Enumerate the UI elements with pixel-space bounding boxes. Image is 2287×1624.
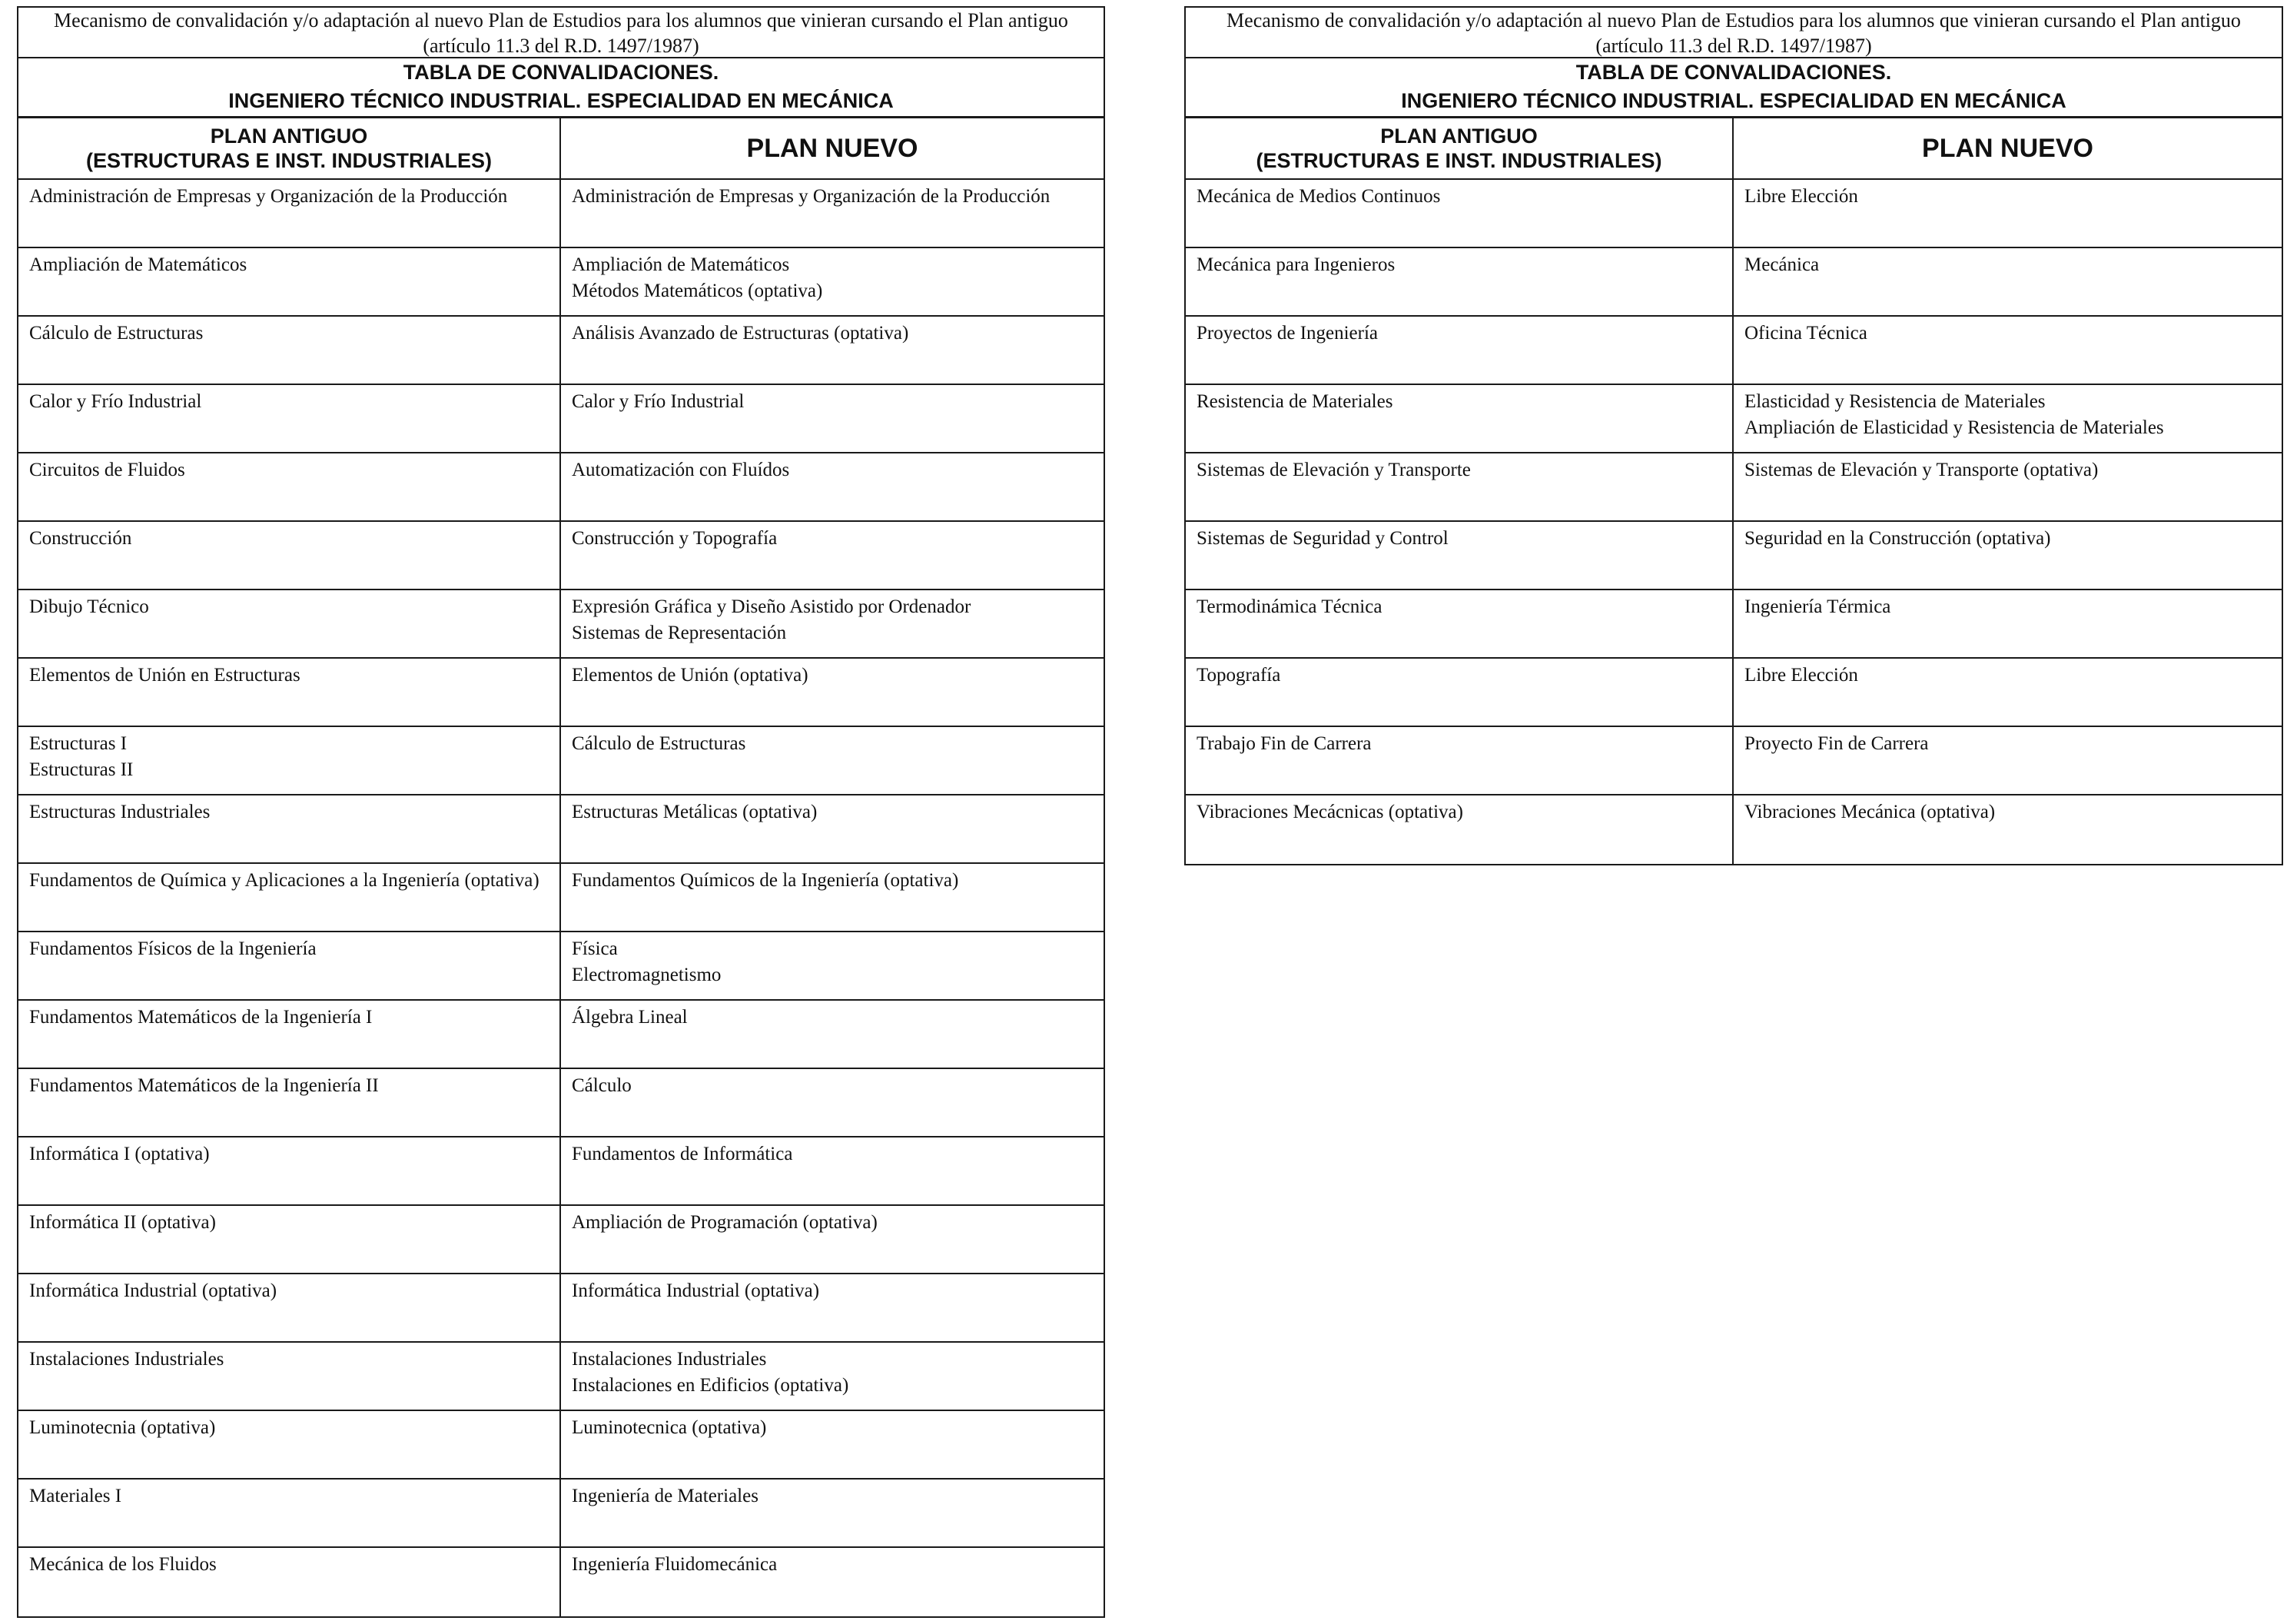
cell-plan-nuevo — [561, 932, 1104, 999]
cell-plan-antiguo — [1186, 180, 1734, 247]
cell-plan-nuevo — [561, 659, 1104, 726]
cell-plan-antiguo — [1186, 795, 1734, 864]
cell-plan-antiguo — [1186, 317, 1734, 384]
subject-name: Construcción y Topografía — [572, 528, 778, 549]
cell-plan-antiguo — [18, 659, 561, 726]
table-row — [18, 1343, 1104, 1411]
table-row — [18, 727, 1104, 795]
cell-plan-antiguo — [1186, 727, 1734, 794]
table-row — [18, 864, 1104, 932]
table-row — [1186, 385, 2282, 453]
subject-name: Luminotecnica (optativa) — [572, 1417, 767, 1438]
convalidation-table-left — [17, 6, 1105, 1618]
subject-name: Informática I (optativa) — [29, 1144, 210, 1164]
cell-plan-nuevo — [1734, 248, 2282, 315]
cell-plan-nuevo — [561, 1069, 1104, 1136]
table-row — [1186, 590, 2282, 659]
cell-plan-antiguo — [18, 180, 561, 247]
subject-name: Termodinámica Técnica — [1197, 596, 1382, 617]
cell-plan-antiguo — [1186, 453, 1734, 520]
table-title-line2: INGENIERO TÉCNICO INDUSTRIAL. ESPECIALIDAD EN MECÁNICA — [1401, 89, 2066, 112]
subject-name: Métodos Matemáticos (optativa) — [572, 281, 823, 301]
subject-name: Estructuras I — [29, 733, 128, 754]
table-row — [18, 1480, 1104, 1548]
subject-name: Ampliación de Matemáticos — [572, 254, 790, 275]
table-row — [18, 317, 1104, 385]
cell-plan-nuevo — [1734, 385, 2282, 452]
table-row — [18, 248, 1104, 317]
subject-name: Dibujo Técnico — [29, 596, 149, 617]
subject-name: Circuitos de Fluidos — [29, 460, 185, 480]
subject-name: Ampliación de Matemáticos — [29, 254, 247, 275]
header-old-line1: PLAN ANTIGUO — [210, 125, 368, 148]
cell-plan-nuevo — [561, 1137, 1104, 1204]
subject-name: Libre Elección — [1744, 665, 1858, 686]
subject-name: Instalaciones en Edificios (optativa) — [572, 1375, 849, 1396]
cell-plan-antiguo — [1186, 385, 1734, 452]
table-title-line1: TABLA DE CONVALIDACIONES. — [1575, 61, 1892, 84]
subject-name: Sistemas de Seguridad y Control — [1197, 528, 1449, 549]
subject-name: Informática Industrial (optativa) — [572, 1280, 820, 1301]
subject-name: Cálculo — [572, 1075, 632, 1096]
subject-name: Fundamentos de Química y Aplicaciones a la Ingeniería (optativa) — [29, 870, 539, 891]
cell-plan-nuevo — [1734, 522, 2282, 589]
table-row — [18, 522, 1104, 590]
cell-plan-nuevo — [561, 727, 1104, 794]
cell-plan-antiguo — [18, 1137, 561, 1204]
subject-name: Ampliación de Programación (optativa) — [572, 1212, 878, 1233]
cell-plan-antiguo — [18, 453, 561, 520]
subject-name: Proyecto Fin de Carrera — [1744, 733, 1929, 754]
subject-name: Administración de Empresas y Organización de la Producción — [29, 186, 508, 207]
subject-name: Instalaciones Industriales — [29, 1349, 224, 1370]
cell-plan-antiguo — [18, 317, 561, 384]
subject-name: Fundamentos de Informática — [572, 1144, 793, 1164]
subject-name: Análisis Avanzado de Estructuras (optativa) — [572, 323, 909, 344]
subject-name: Fundamentos Físicos de la Ingeniería — [29, 938, 317, 959]
subject-name: Sistemas de Elevación y Transporte (optativa) — [1744, 460, 2099, 480]
cell-plan-nuevo — [561, 385, 1104, 452]
cell-plan-antiguo — [1186, 248, 1734, 315]
cell-plan-antiguo — [18, 522, 561, 589]
cell-plan-antiguo — [1186, 522, 1734, 589]
column-header-row — [18, 118, 1104, 180]
table-row — [18, 590, 1104, 659]
cell-plan-antiguo — [18, 1548, 561, 1616]
subject-name: Trabajo Fin de Carrera — [1197, 733, 1372, 754]
subject-name: Cálculo de Estructuras — [572, 733, 746, 754]
table-row — [1186, 248, 2282, 317]
cell-plan-nuevo — [561, 522, 1104, 589]
table-row — [1186, 453, 2282, 522]
table-title-line1: TABLA DE CONVALIDACIONES. — [403, 61, 719, 84]
subject-name: Física — [572, 938, 618, 959]
subject-name: Seguridad en la Construcción (optativa) — [1744, 528, 2051, 549]
subject-name: Cálculo de Estructuras — [29, 323, 204, 344]
table-row — [18, 385, 1104, 453]
cell-plan-nuevo — [561, 864, 1104, 931]
subject-name: Automatización con Fluídos — [572, 460, 790, 480]
table-row — [18, 932, 1104, 1001]
subject-name: Elementos de Unión (optativa) — [572, 665, 808, 686]
subject-name: Elementos de Unión en Estructuras — [29, 665, 300, 686]
cell-plan-antiguo — [18, 1274, 561, 1341]
cell-plan-antiguo — [18, 1411, 561, 1478]
subject-name: Mecánica — [1744, 254, 1820, 275]
table-row — [18, 1411, 1104, 1480]
cell-plan-antiguo — [18, 727, 561, 794]
subject-name: Elasticidad y Resistencia de Materiales — [1744, 391, 2046, 412]
cell-plan-nuevo — [1734, 795, 2282, 864]
table-title — [18, 58, 1104, 118]
subject-name: Mecánica de Medios Continuos — [1197, 186, 1441, 207]
table-row — [1186, 522, 2282, 590]
subject-name: Expresión Gráfica y Diseño Asistido por Ordenador — [572, 596, 971, 617]
subject-name: Álgebra Lineal — [572, 1007, 688, 1028]
table-row — [18, 795, 1104, 864]
table-row — [1186, 317, 2282, 385]
cell-plan-nuevo — [561, 180, 1104, 247]
table-row — [1186, 180, 2282, 248]
subject-name: Mecánica de los Fluidos — [29, 1554, 217, 1575]
cell-plan-nuevo — [561, 1548, 1104, 1616]
subject-name: Sistemas de Representación — [572, 623, 787, 643]
cell-plan-antiguo — [1186, 659, 1734, 726]
cell-plan-antiguo — [18, 932, 561, 999]
subject-name: Calor y Frío Industrial — [29, 391, 202, 412]
subject-name: Vibraciones Mecánica (optativa) — [1744, 802, 1996, 822]
cell-plan-antiguo — [18, 1001, 561, 1068]
subject-name: Fundamentos Químicos de la Ingeniería (optativa) — [572, 870, 959, 891]
cell-plan-nuevo — [1734, 453, 2282, 520]
header-plan-antiguo — [18, 118, 561, 178]
table-title-line2: INGENIERO TÉCNICO INDUSTRIAL. ESPECIALIDAD EN MECÁNICA — [228, 89, 894, 112]
subject-name: Informática Industrial (optativa) — [29, 1280, 277, 1301]
subject-name: Estructuras II — [29, 759, 134, 780]
table-title — [1186, 58, 2282, 118]
subject-name: Estructuras Industriales — [29, 802, 211, 822]
subject-name: Libre Elección — [1744, 186, 1858, 207]
table-row — [18, 1069, 1104, 1137]
table-body — [18, 180, 1104, 1616]
header-old-line2: (ESTRUCTURAS E INST. INDUSTRIALES) — [85, 149, 493, 172]
cell-plan-nuevo — [1734, 590, 2282, 657]
table-row — [18, 1137, 1104, 1206]
cell-plan-nuevo — [1734, 727, 2282, 794]
cell-plan-nuevo — [561, 317, 1104, 384]
table-row — [1186, 659, 2282, 727]
subject-name: Proyectos de Ingeniería — [1197, 323, 1379, 344]
subject-name: Fundamentos Matemáticos de la Ingeniería II — [29, 1075, 379, 1096]
caption: Mecanismo de convalidación y/o adaptación al nuevo Plan de Estudios para los alumnos que vinieran cursando el Plan antiguo (artículo 11.3 del R.D. 1497/1987) — [18, 8, 1104, 58]
subject-name: Luminotecnia (optativa) — [29, 1417, 216, 1438]
header-plan-antiguo — [1186, 118, 1734, 178]
convalidation-table-right — [1184, 6, 2283, 865]
subject-name: Fundamentos Matemáticos de la Ingeniería I — [29, 1007, 373, 1028]
header-old-line2: (ESTRUCTURAS E INST. INDUSTRIALES) — [1256, 149, 1662, 172]
cell-plan-nuevo — [1734, 180, 2282, 247]
cell-plan-nuevo — [561, 1206, 1104, 1273]
subject-name: Informática II (optativa) — [29, 1212, 216, 1233]
cell-plan-antiguo — [18, 1480, 561, 1546]
cell-plan-nuevo — [561, 795, 1104, 862]
cell-plan-antiguo — [18, 864, 561, 931]
table-body — [1186, 180, 2282, 864]
cell-plan-nuevo — [561, 1274, 1104, 1341]
cell-plan-nuevo — [561, 453, 1104, 520]
subject-name: Vibraciones Mecácnicas (optativa) — [1197, 802, 1463, 822]
header-plan-nuevo: PLAN NUEVO — [1922, 133, 2093, 163]
cell-plan-nuevo — [1734, 659, 2282, 726]
cell-plan-antiguo — [18, 248, 561, 315]
cell-plan-nuevo — [561, 1480, 1104, 1546]
header-plan-nuevo: PLAN NUEVO — [746, 133, 918, 163]
subject-name: Mecánica para Ingenieros — [1197, 254, 1396, 275]
subject-name: Calor y Frío Industrial — [572, 391, 745, 412]
subject-name: Materiales I — [29, 1486, 122, 1506]
table-row — [18, 180, 1104, 248]
subject-name: Instalaciones Industriales — [572, 1349, 767, 1370]
table-row — [18, 1001, 1104, 1069]
table-row — [1186, 727, 2282, 795]
table-row — [18, 659, 1104, 727]
caption: Mecanismo de convalidación y/o adaptación al nuevo Plan de Estudios para los alumnos que vinieran cursando el Plan antiguo (artículo 11.3 del R.D. 1497/1987) — [1186, 8, 2282, 58]
cell-plan-antiguo — [1186, 590, 1734, 657]
cell-plan-antiguo — [18, 590, 561, 657]
table-row — [1186, 795, 2282, 864]
table-row — [18, 1206, 1104, 1274]
cell-plan-nuevo — [561, 1001, 1104, 1068]
cell-plan-nuevo — [561, 1411, 1104, 1478]
column-header-row — [1186, 118, 2282, 180]
cell-plan-antiguo — [18, 1343, 561, 1410]
subject-name: Ampliación de Elasticidad y Resistencia de Materiales — [1744, 417, 2164, 438]
cell-plan-antiguo — [18, 1069, 561, 1136]
cell-plan-nuevo — [561, 248, 1104, 315]
subject-name: Resistencia de Materiales — [1197, 391, 1393, 412]
header-old-line1: PLAN ANTIGUO — [1380, 125, 1538, 148]
subject-name: Oficina Técnica — [1744, 323, 1867, 344]
cell-plan-antiguo — [18, 795, 561, 862]
subject-name: Ingeniería Térmica — [1744, 596, 1891, 617]
cell-plan-nuevo — [1734, 317, 2282, 384]
cell-plan-antiguo — [18, 1206, 561, 1273]
table-row — [18, 1548, 1104, 1616]
cell-plan-nuevo — [561, 590, 1104, 657]
subject-name: Electromagnetismo — [572, 965, 722, 985]
subject-name: Ingeniería Fluidomecánica — [572, 1554, 778, 1575]
cell-plan-nuevo — [561, 1343, 1104, 1410]
cell-plan-antiguo — [18, 385, 561, 452]
subject-name: Construcción — [29, 528, 132, 549]
subject-name: Ingeniería de Materiales — [572, 1486, 758, 1506]
subject-name: Estructuras Metálicas (optativa) — [572, 802, 818, 822]
subject-name: Topografía — [1197, 665, 1281, 686]
table-row — [18, 453, 1104, 522]
subject-name: Sistemas de Elevación y Transporte — [1197, 460, 1471, 480]
table-row — [18, 1274, 1104, 1343]
subject-name: Administración de Empresas y Organización de la Producción — [572, 186, 1051, 207]
